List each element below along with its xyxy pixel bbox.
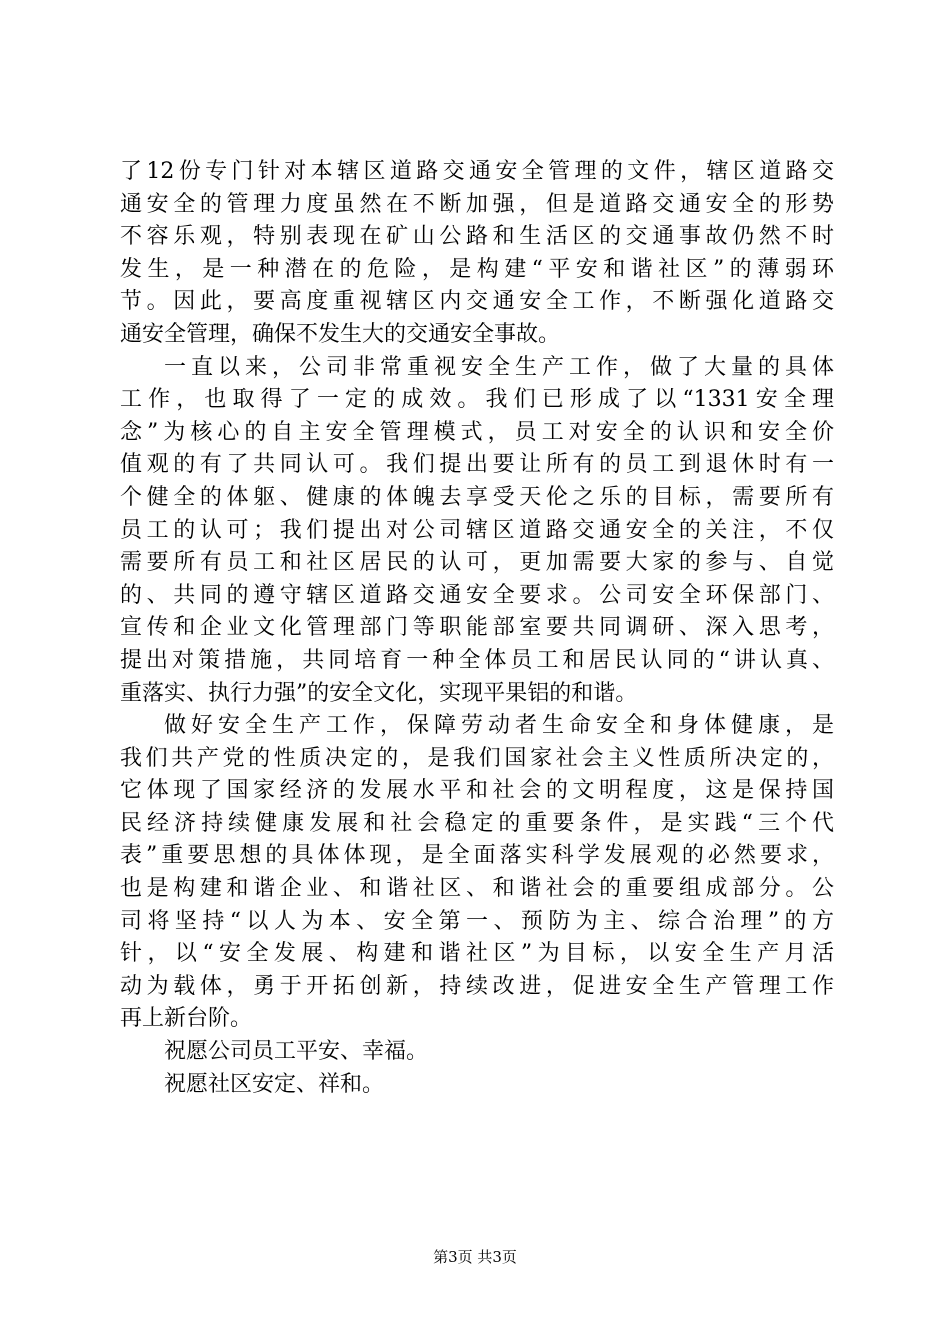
- paragraph-line: 重落实、执行力强”的安全文化，实现平果铝的和谐。: [120, 680, 638, 706]
- paragraph-line: 也是构建和谐企业、和谐社区、和谐社会的重要组成部分。公: [120, 876, 834, 902]
- paragraph-line: 针，以“安全发展、构建和谐社区”为目标，以安全生产月活: [120, 941, 834, 967]
- paragraph-line: 的、共同的遵守辖区道路交通安全要求。公司安全环保部门、: [120, 582, 834, 608]
- paragraph-line: 民经济持续健康发展和社会稳定的重要条件，是实践“三个代: [120, 810, 834, 836]
- page-number-footer: 第3页 共3页: [433, 1248, 517, 1266]
- paragraph-line: 我们共产党的性质决定的，是我们国家社会主义性质所决定的，: [120, 745, 834, 771]
- paragraph: [120, 156, 834, 352]
- paragraph: [120, 1069, 834, 1102]
- paragraph-line: 需要所有员工和社区居民的认可，更加需要大家的参与、自觉: [120, 550, 834, 576]
- paragraph-line: 节。因此，要高度重视辖区内交通安全工作，不断强化道路交: [120, 289, 834, 315]
- paragraph-line: 员工的认可；我们提出对公司辖区道路交通安全的关注，不仅: [120, 517, 834, 543]
- document-body: [120, 156, 834, 1101]
- paragraph-line: 工作，也取得了一定的成效。我们已形成了以“1331安全理: [120, 387, 834, 413]
- paragraph: [120, 710, 834, 1036]
- paragraph-line: 宣传和企业文化管理部门等职能部室要共同调研、深入思考，: [120, 615, 834, 641]
- paragraph-line: 值观的有了共同认可。我们提出要让所有的员工到退休时有一: [120, 452, 834, 478]
- paragraph-line: 了12份专门针对本辖区道路交通安全管理的文件，辖区道路交: [120, 159, 834, 184]
- paragraph-line: 一直以来，公司非常重视安全生产工作，做了大量的具体: [164, 354, 834, 380]
- paragraph-line: 发生，是一种潜在的危险，是构建“平安和谐社区”的薄弱环: [120, 256, 834, 282]
- paragraph-line: 祝愿公司员工平安、幸福。: [164, 1039, 429, 1065]
- paragraph-line: 念”为核心的自主安全管理模式，员工对安全的认识和安全价: [120, 419, 834, 445]
- paragraph-line: 不容乐观，特别表现在矿山公路和生活区的交通事故仍然不时: [120, 224, 834, 250]
- paragraph-line: 动为载体，勇于开拓创新，持续改进，促进安全生产管理工作: [120, 973, 834, 999]
- paragraph-line: 提出对策措施，共同培育一种全体员工和居民认同的“讲认真、: [120, 647, 834, 673]
- paragraph-line: 通安全管理，确保不发生大的交通安全事故。: [120, 321, 561, 347]
- paragraph-line: 司将坚持“以人为本、安全第一、预防为主、综合治理”的方: [120, 908, 834, 934]
- paragraph: [120, 1036, 834, 1069]
- paragraph-line: 通安全的管理力度虽然在不断加强，但是道路交通安全的形势: [120, 191, 834, 217]
- paragraph-line: 祝愿社区安定、祥和。: [164, 1071, 385, 1097]
- paragraph-line: 表”重要思想的具体体现，是全面落实科学发展观的必然要求，: [120, 843, 834, 869]
- paragraph-line: 它体现了国家经济的发展水平和社会的文明程度，这是保持国: [120, 778, 834, 804]
- paragraph-line: 个健全的体躯、健康的体魄去享受天伦之乐的目标，需要所有: [120, 484, 834, 510]
- paragraph: [120, 352, 834, 711]
- paragraph-line: 做好安全生产工作，保障劳动者生命安全和身体健康，是: [164, 713, 834, 739]
- paragraph-line: 再上新台阶。: [120, 1006, 253, 1032]
